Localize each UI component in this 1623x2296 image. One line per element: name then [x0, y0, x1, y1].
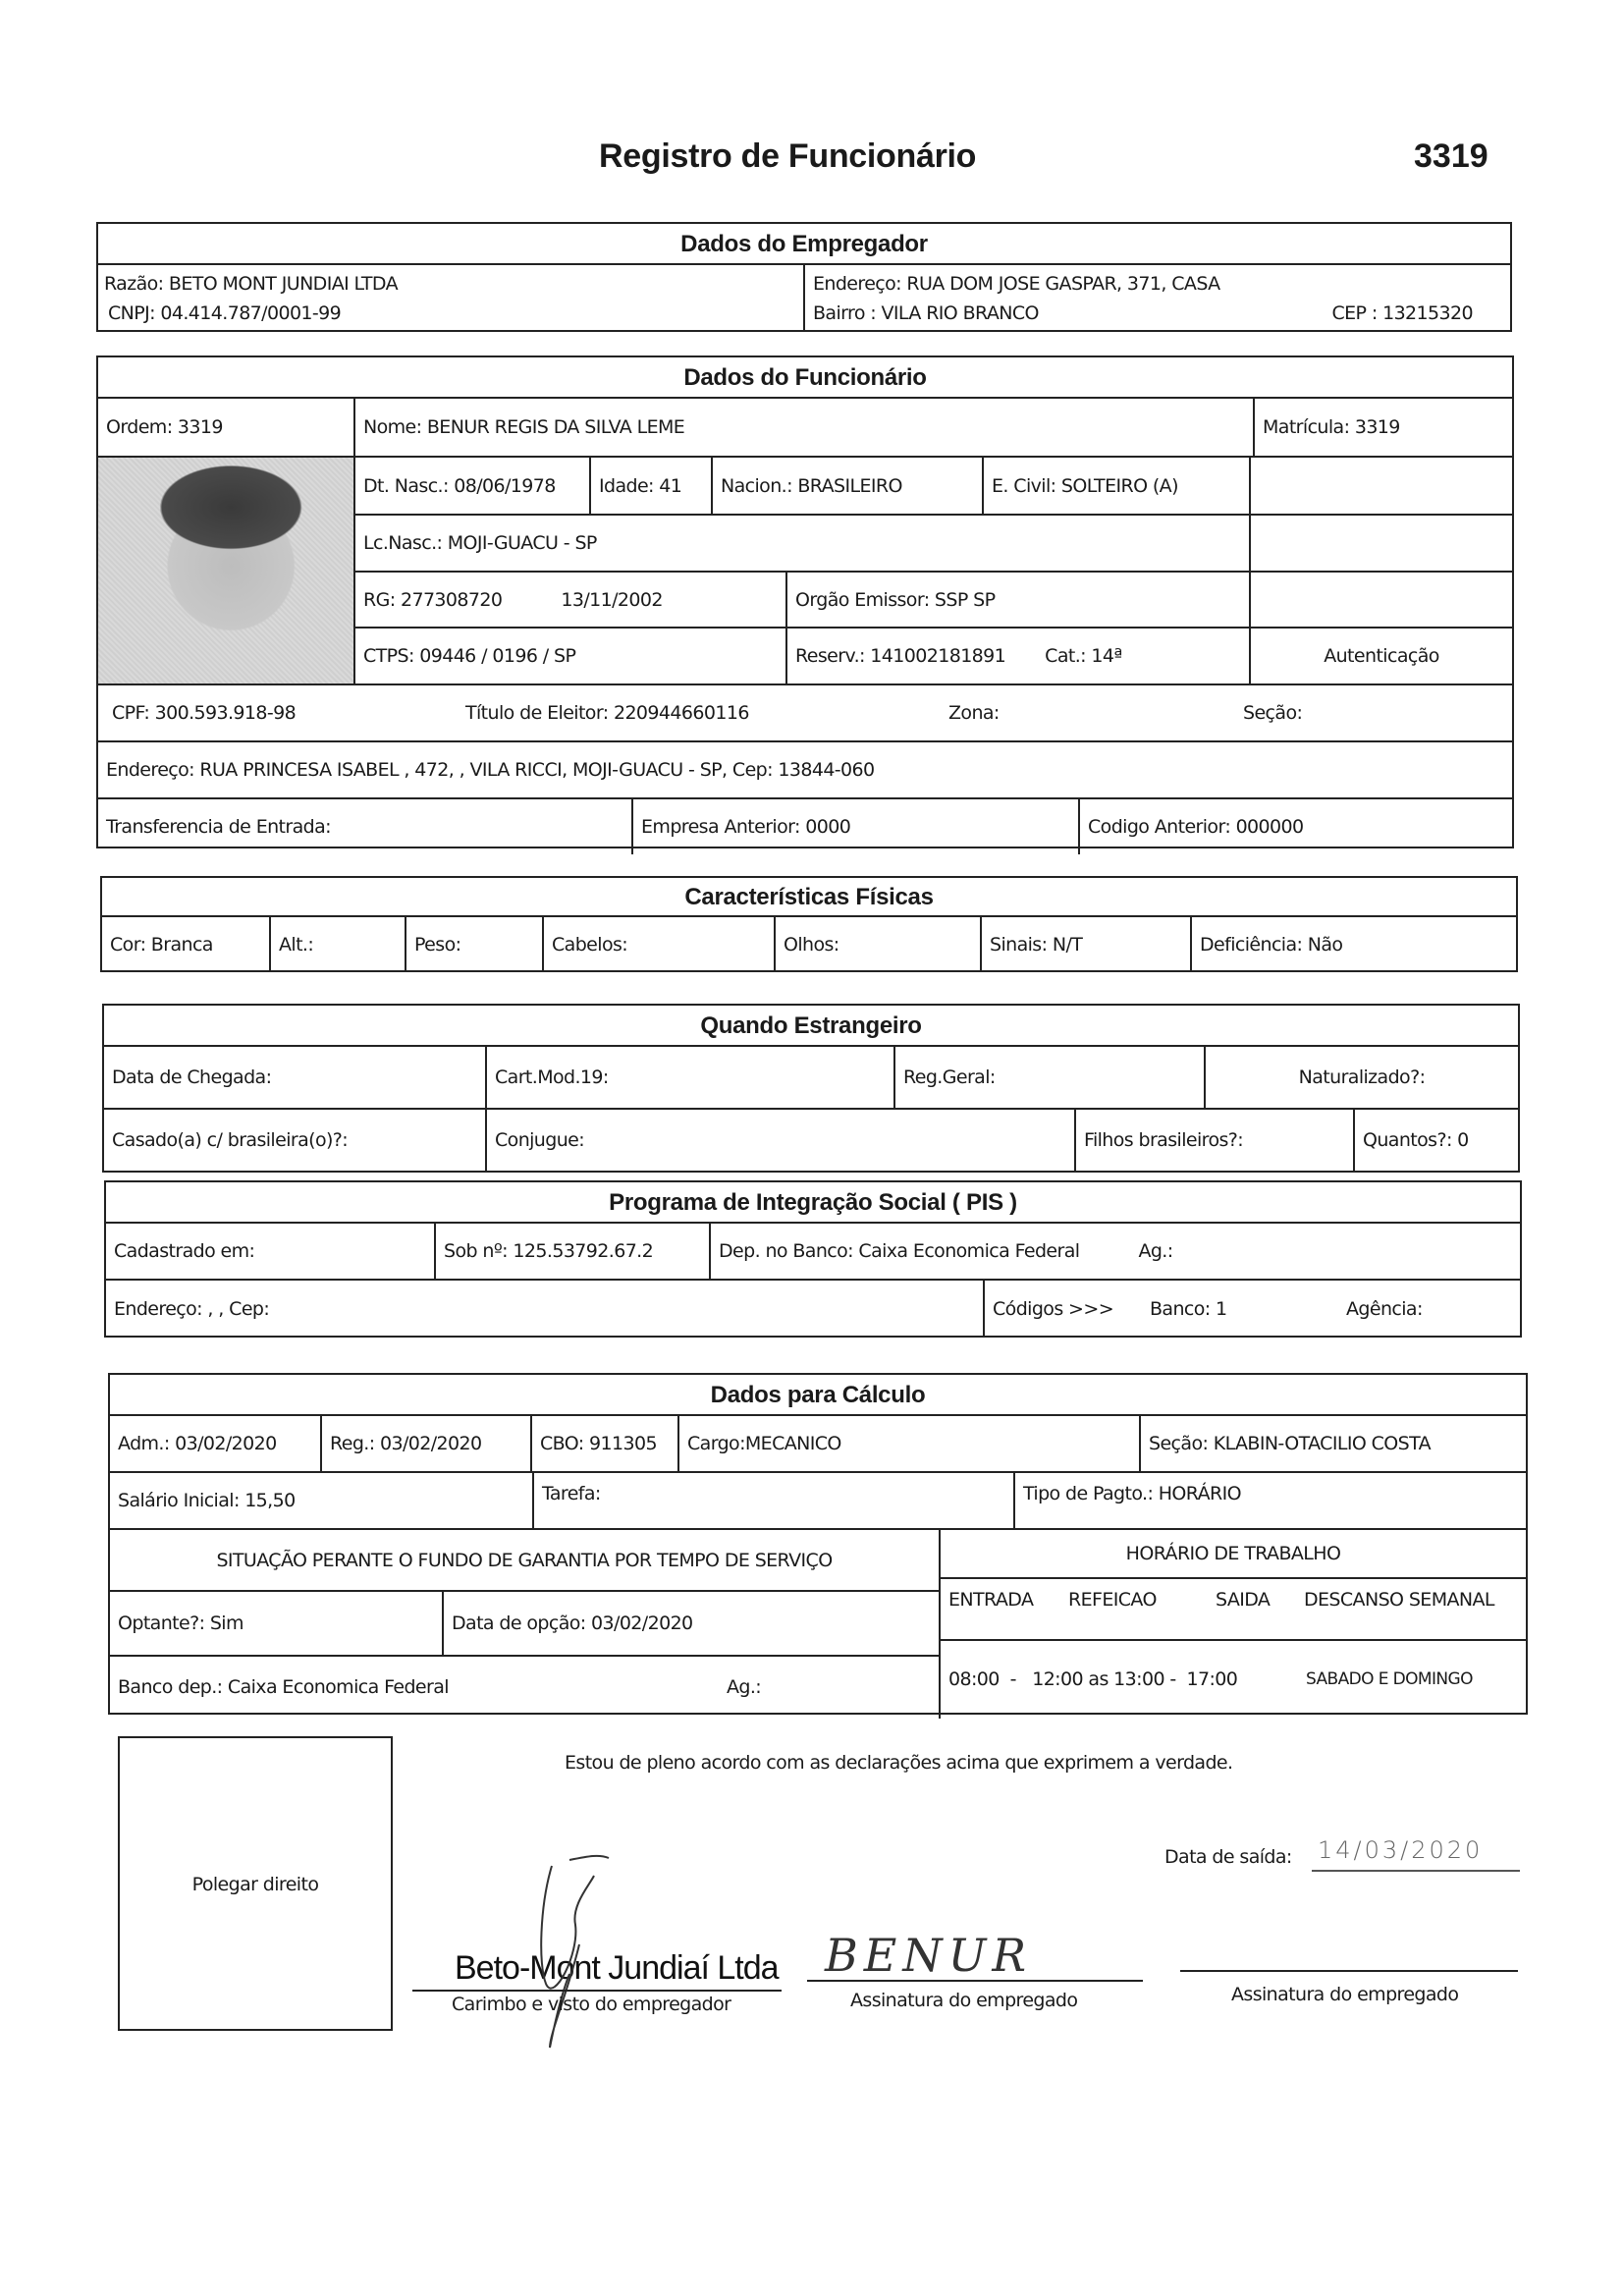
- declaracao-text: Estou de pleno acordo com as declarações acima que exprimem a verdade.: [565, 1752, 1233, 1774]
- ordem: Ordem: 3319: [98, 399, 355, 456]
- altura: Alt.:: [271, 917, 406, 972]
- rg: [355, 573, 787, 628]
- data-saida-label: Data de saída:: [1164, 1846, 1292, 1868]
- employee-address: Endereço: RUA PRINCESA ISABEL , 472, , VILA RICCI, MOJI-GUACU - SP, Cep: 13844-060: [106, 759, 875, 781]
- sinais: Sinais: N/T: [982, 917, 1192, 972]
- salario-inicial: Salário Inicial: 15,50: [110, 1473, 534, 1528]
- tipo-pagamento: Tipo de Pagto.: HORÁRIO: [1023, 1483, 1241, 1504]
- employee-signature-line-1: [807, 1980, 1143, 1982]
- horario-title: HORÁRIO DE TRABALHO: [1125, 1542, 1341, 1564]
- codigo-agencia: Agência:: [1346, 1298, 1423, 1320]
- zona: Zona:: [948, 702, 1000, 724]
- idade: Idade: 41: [591, 458, 713, 514]
- employee-photo: [98, 458, 355, 683]
- cargo: Cargo:MECANICO: [679, 1416, 1141, 1471]
- pis-endereco: Endereço: , , Cep:: [106, 1281, 985, 1338]
- cadastrado-em: Cadastrado em:: [106, 1224, 436, 1279]
- secao: Seção: KLABIN-OTACILIO COSTA: [1149, 1433, 1432, 1454]
- cor: Cor: Branca: [102, 917, 271, 972]
- cart-mod-19: Cart.Mod.19:: [487, 1047, 895, 1108]
- dep-banco: [711, 1224, 1520, 1279]
- fgts-block: [110, 1530, 941, 1719]
- data-registro: Reg.: 03/02/2020: [322, 1416, 532, 1471]
- autenticacao-box-2: [1251, 516, 1512, 571]
- section-calculo: [108, 1373, 1528, 1715]
- data-chegada: Data de Chegada:: [104, 1047, 487, 1108]
- employer-stamp: Beto-Mont Jundiaí Ltda: [455, 1949, 779, 1987]
- cbo: CBO: 911305: [532, 1416, 679, 1471]
- empresa-anterior: Empresa Anterior: 0000: [633, 799, 1080, 854]
- rg-date: 13/11/2002: [561, 588, 663, 611]
- codigos: [985, 1281, 1520, 1338]
- col-refeicao: REFEICAO: [1068, 1588, 1157, 1611]
- codigo-banco: Banco: 1: [1150, 1298, 1227, 1320]
- section-pis: [104, 1180, 1522, 1338]
- autenticacao-label: Autenticação: [1324, 645, 1439, 668]
- horario-values: [941, 1641, 1526, 1719]
- descanso-value: SABADO E DOMINGO: [1306, 1669, 1473, 1690]
- section-title: Programa de Integração Social ( PIS ): [106, 1182, 1520, 1224]
- fgts-title: SITUAÇÃO PERANTE O FUNDO DE GARANTIA POR TEMPO DE SERVIÇO: [216, 1549, 833, 1571]
- autenticacao-box-3: [1251, 573, 1512, 628]
- banco-deposito: [110, 1657, 939, 1719]
- nacionalidade: Nacion.: BRASILEIRO: [713, 458, 984, 514]
- filhos-brasileiros: Filhos brasileiros?:: [1076, 1110, 1355, 1171]
- employer-signature-icon: [481, 1846, 638, 2062]
- dep-banco-value: Dep. no Banco: Caixa Economica Federal: [719, 1240, 1080, 1262]
- thumbprint-box: [118, 1736, 393, 2031]
- data-nascimento: Dt. Nasc.: 08/06/1978: [355, 458, 591, 514]
- reg-geral: Reg.Geral:: [895, 1047, 1206, 1108]
- registration-number: 3319: [1414, 137, 1488, 175]
- section-title: Dados para Cálculo: [110, 1375, 1526, 1416]
- section-title: Dados do Funcionário: [98, 357, 1512, 399]
- ctps: CTPS: 09446 / 0196 / SP: [355, 629, 787, 683]
- section-title: Dados do Empregador: [98, 224, 1510, 265]
- col-descanso: DESCANSO SEMANAL: [1304, 1588, 1494, 1611]
- deficiencia: Deficiência: Não: [1200, 934, 1343, 956]
- rg-number: RG: 277308720: [363, 588, 503, 611]
- employee-signature-line-2: [1180, 1970, 1518, 1972]
- employee-handwritten-signature: BENUR: [825, 1929, 1033, 1982]
- col-saida: SAIDA: [1216, 1588, 1271, 1611]
- polegar-label: Polegar direito: [191, 1874, 319, 1895]
- col-entrada: ENTRADA: [948, 1588, 1034, 1611]
- section-estrangeiro: [102, 1004, 1520, 1173]
- quantos: Quantos?: 0: [1363, 1129, 1469, 1151]
- documents-row: [98, 685, 1512, 740]
- casado-brasileira: Casado(a) c/ brasileira(o)?:: [104, 1110, 487, 1171]
- employer-left: [98, 265, 805, 332]
- section-title: Quando Estrangeiro: [104, 1006, 1518, 1047]
- page-title: Registro de Funcionário: [599, 137, 977, 175]
- section-funcionario: [96, 355, 1514, 848]
- secao-eleitoral: Seção:: [1243, 702, 1303, 724]
- reservista: [787, 629, 1251, 683]
- optante: Optante?: Sim: [110, 1592, 444, 1654]
- local-nascimento: Lc.Nasc.: MOJI-GUACU - SP: [355, 516, 1251, 571]
- assinatura-label-2: Assinatura do empregado: [1231, 1984, 1459, 2005]
- data-saida-value: 14/03/2020: [1312, 1836, 1520, 1872]
- section-title: Características Físicas: [102, 878, 1516, 917]
- employee-name: Nome: BENUR REGIS DA SILVA LEME: [355, 399, 1255, 456]
- transferencia-entrada: Transferencia de Entrada:: [98, 799, 633, 854]
- peso: Peso:: [406, 917, 544, 972]
- assinatura-label-1: Assinatura do empregado: [850, 1990, 1078, 2011]
- conjugue: Conjugue:: [487, 1110, 1076, 1171]
- fgts-agencia: Ag.:: [727, 1676, 762, 1699]
- titulo-eleitor: Título de Eleitor: 220944660116: [465, 702, 749, 724]
- cnpj: CNPJ: 04.414.787/0001-99: [108, 302, 342, 324]
- razao-social: Razão: BETO MONT JUNDIAI LTDA: [104, 273, 399, 295]
- pis-number: Sob nº: 125.53792.67.2: [436, 1224, 711, 1279]
- olhos: Olhos:: [776, 917, 982, 972]
- orgao-emissor: Orgão Emissor: SSP SP: [787, 573, 1251, 628]
- employer-right: [805, 265, 1510, 332]
- estado-civil: E. Civil: SOLTEIRO (A): [984, 458, 1251, 514]
- categoria: Cat.: 14ª: [1045, 645, 1122, 668]
- employer-address: Endereço: RUA DOM JOSE GASPAR, 371, CASA: [813, 273, 1220, 295]
- pis-agencia: Ag.:: [1138, 1240, 1173, 1262]
- section-empregador: [96, 222, 1512, 332]
- codigos-label: Códigos >>>: [993, 1298, 1114, 1320]
- employer-cep: CEP : 13215320: [1331, 302, 1473, 324]
- naturalizado: Naturalizado?:: [1298, 1066, 1426, 1088]
- horario-times: 08:00 - 12:00 as 13:00 - 17:00: [948, 1668, 1238, 1691]
- banco-deposito-value: Banco dep.: Caixa Economica Federal: [118, 1676, 449, 1699]
- employer-signature-line: [412, 1990, 782, 1992]
- horario-block: [941, 1530, 1526, 1719]
- tarefa: Tarefa:: [534, 1473, 1015, 1528]
- section-fisicas: [100, 876, 1518, 972]
- data-admissao: Adm.: 03/02/2020: [110, 1416, 322, 1471]
- codigo-anterior: Codigo Anterior: 000000: [1088, 816, 1304, 838]
- matricula: Matrícula: 3319: [1263, 416, 1400, 438]
- autenticacao-box: [1251, 458, 1512, 514]
- cpf: CPF: 300.593.918-98: [112, 702, 297, 724]
- data-opcao: Data de opção: 03/02/2020: [452, 1613, 693, 1634]
- cabelos: Cabelos:: [544, 917, 776, 972]
- horario-headers: [941, 1579, 1526, 1639]
- carimbo-label: Carimbo e visto do empregador: [452, 1994, 731, 2015]
- reservista-number: Reserv.: 141002181891: [795, 645, 1006, 668]
- employer-bairro: Bairro : VILA RIO BRANCO: [813, 302, 1039, 324]
